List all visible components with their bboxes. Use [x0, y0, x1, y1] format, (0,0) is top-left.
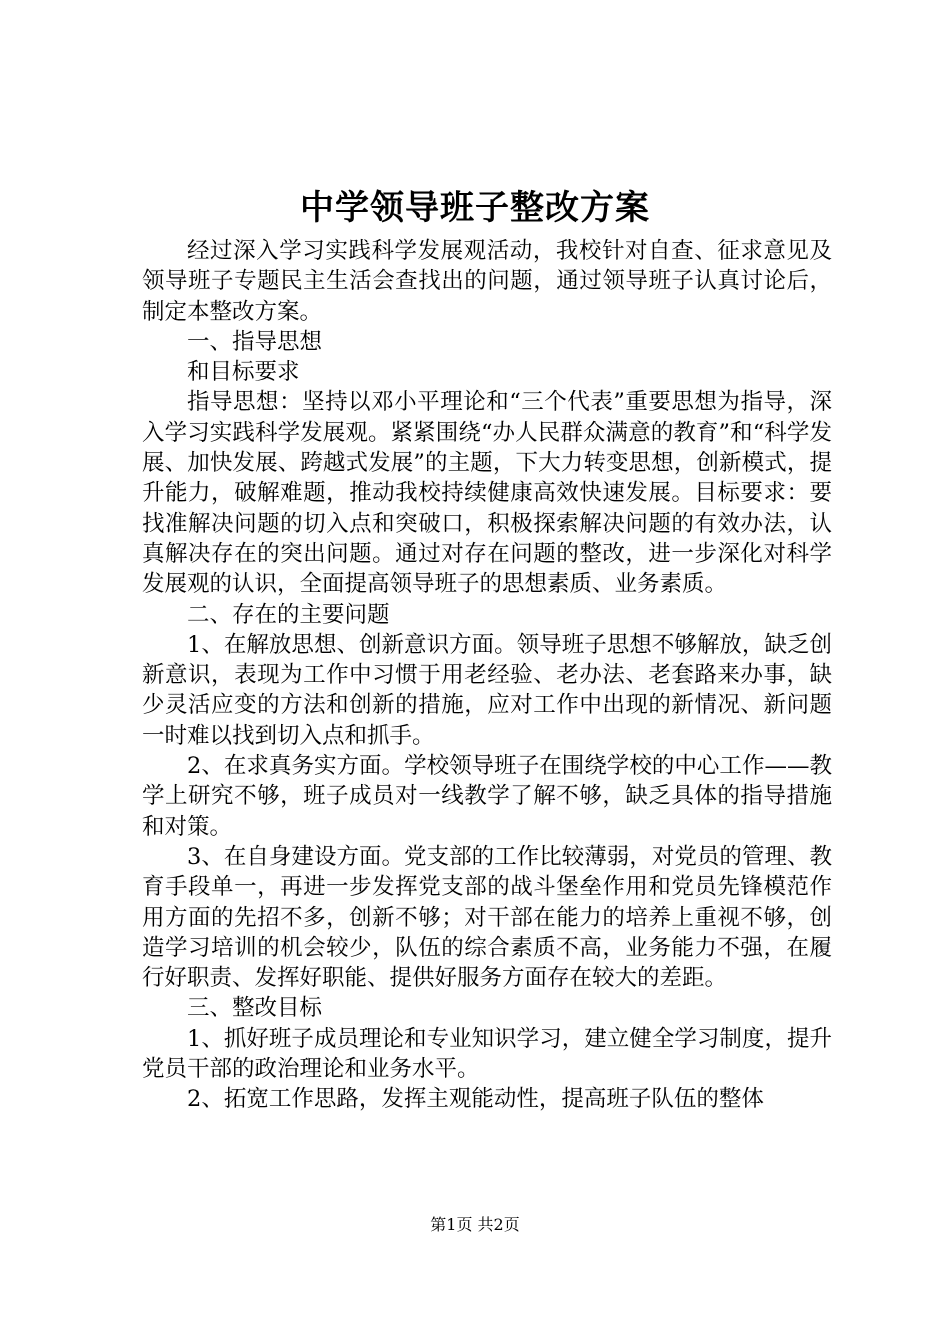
problem-item-3: 3、在自身建设方面。党支部的工作比较薄弱，对党员的管理、教育手段单一，再进一步发挥党支部的战斗堡垒作用和党员先锋模范作用方面的先招不多，创新不够；对干部在能力的培养上重视不够，创造学习培训的机会较少，队伍的综合素质不高，业务能力不强，在履行好职责、发挥好职能、提供好服务方面存在较大的差距。 — [142, 843, 832, 992]
section-heading-goals: 和目标要求 — [187, 359, 300, 386]
problem-item-1: 1、在解放思想、创新意识方面。领导班子思想不够解放，缺乏创新意识，表现为工作中习惯于用老经验、老办法、老套路来办事，缺少灵活应变的方法和创新的措施，应对工作中出现的新情况、新问题一时难以找到切入点和抓手。 — [142, 631, 832, 749]
document-title: 中学领导班子整改方案 — [300, 188, 650, 228]
section-heading-rectification-goals: 三、整改目标 — [187, 995, 323, 1022]
section-heading-main-problems: 二、存在的主要问题 — [187, 601, 390, 628]
problem-item-2: 2、在求真务实方面。学校领导班子在围绕学校的中心工作——教学上研究不够，班子成员对一线教学了解不够，缺乏具体的指导措施和对策。 — [142, 753, 832, 840]
page-footer: 第1页 共2页 — [430, 1215, 520, 1234]
goal-item-1: 1、抓好班子成员理论和专业知识学习，建立健全学习制度，提升党员干部的政治理论和业务水平。 — [142, 1025, 832, 1083]
guiding-thought-paragraph: 指导思想：坚持以邓小平理论和“三个代表”重要思想为指导，深入学习实践科学发展观。紧紧围绕“办人民群众满意的教育”和“科学发展、加快发展、跨越式发展”的主题，下大力转变思想，创新模式，提升能力，破解难题，推动我校持续健康高效快速发展。目标要求：要找准解决问题的切入点和突破口，积极探索解决问题的有效办法，认真解决存在的突出问题。通过对存在问题的整改，进一步深化对科学发展观的认识，全面提高领导班子的思想素质、业务素质。 — [142, 389, 832, 598]
section-heading-guiding-thought: 一、指导思想 — [187, 328, 323, 355]
goal-item-2: 2、拓宽工作思路，发挥主观能动性，提高班子队伍的整体 — [187, 1086, 764, 1113]
document-body — [142, 236, 832, 1115]
intro-paragraph: 经过深入学习实践科学发展观活动，我校针对自查、征求意见及领导班子专题民主生活会查找出的问题，通过领导班子认真讨论后，制定本整改方案。 — [142, 238, 832, 325]
